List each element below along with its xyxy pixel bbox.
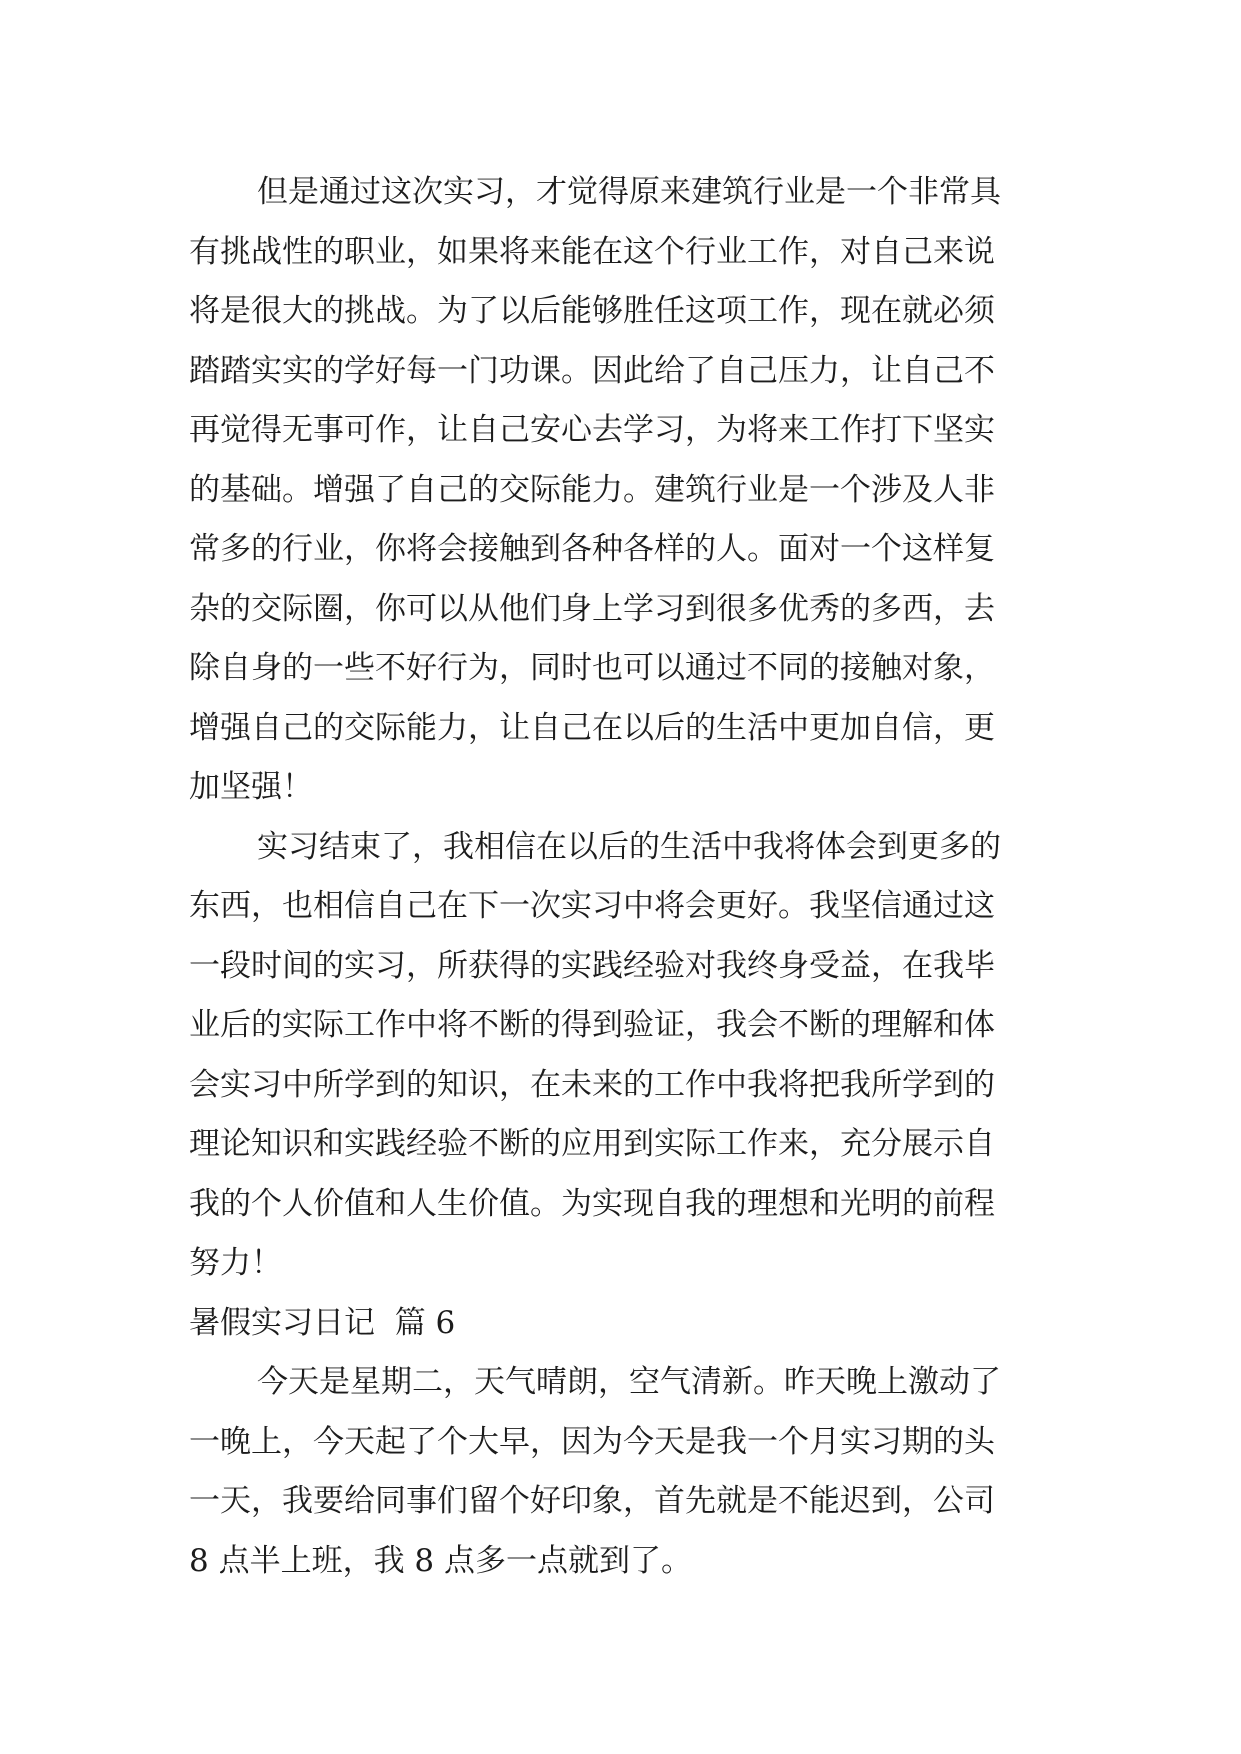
paragraph-1 <box>189 163 1054 818</box>
paragraph-line: 我的个人价值和人生价值。为实现自我的理想和光明的前程 <box>189 1185 995 1222</box>
paragraph-line: 的基础。增强了自己的交际能力。建筑行业是一个涉及人非 <box>189 471 995 508</box>
paragraph-3 <box>189 1353 1054 1591</box>
paragraph-line: 东西，也相信自己在下一次实习中将会更好。我坚信通过这 <box>189 888 995 924</box>
document-body <box>189 163 1054 1591</box>
paragraph-line: 一晚上，今天起了个大早，因为今天是我一个月实习期的头 <box>189 1423 995 1460</box>
section-heading: 暑假实习日记 篇 6 <box>189 1304 456 1341</box>
paragraph-line: 但是通过这次实习，才觉得原来建筑行业是一个非常具 <box>257 174 1001 210</box>
paragraph-line: 常多的行业，你将会接触到各种各样的人。面对一个这样复 <box>189 531 995 567</box>
paragraph-line: 除自身的一些不好行为，同时也可以通过不同的接触对象， <box>189 650 995 686</box>
paragraph-line: 实习结束了，我相信在以后的生活中我将体会到更多的 <box>257 828 1001 865</box>
paragraph-2 <box>189 818 1054 1294</box>
paragraph-line: 再觉得无事可作，让自己安心去学习，为将来工作打下坚实 <box>189 412 995 448</box>
paragraph-line: 将是很大的挑战。为了以后能够胜任这项工作，现在就必须 <box>189 293 995 329</box>
paragraph-line: 8 点半上班，我 8 点多一点就到了。 <box>189 1542 693 1579</box>
paragraph-line: 一天，我要给同事们留个好印象，首先就是不能迟到，公司 <box>189 1483 995 1519</box>
paragraph-line: 杂的交际圈，你可以从他们身上学习到很多优秀的多西，去 <box>189 590 995 627</box>
paragraph-line: 有挑战性的职业，如果将来能在这个行业工作，对自己来说 <box>189 233 995 270</box>
paragraph-line: 加坚强！ <box>189 769 313 805</box>
paragraph-line: 增强自己的交际能力，让自己在以后的生活中更加自信，更 <box>189 709 995 746</box>
paragraph-line: 业后的实际工作中将不断的得到验证，我会不断的理解和体 <box>189 1007 995 1043</box>
paragraph-line: 今天是星期二，天气晴朗，空气清新。昨天晚上激动了 <box>257 1364 1001 1400</box>
paragraph-line: 踏踏实实的学好每一门功课。因此给了自己压力，让自己不 <box>189 352 995 389</box>
paragraph-line: 努力！ <box>189 1245 282 1281</box>
paragraph-line: 会实习中所学到的知识，在未来的工作中我将把我所学到的 <box>189 1066 995 1103</box>
paragraph-line: 一段时间的实习，所获得的实践经验对我终身受益，在我毕 <box>189 947 995 984</box>
paragraph-line: 理论知识和实践经验不断的应用到实际工作来，充分展示自 <box>189 1126 995 1162</box>
